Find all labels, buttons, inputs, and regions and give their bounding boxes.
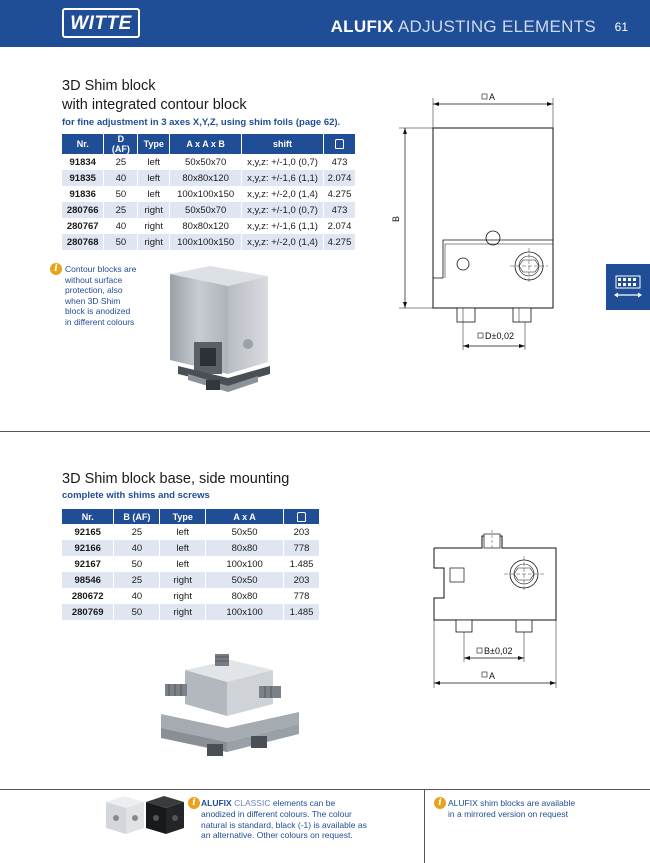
shim-block-table — [62, 134, 356, 250]
cell-weight: 2.074 — [323, 218, 355, 234]
dim-d-label: D±0,02 — [485, 331, 514, 341]
cell-nr: 91835 — [62, 170, 104, 186]
cell-type: right — [160, 604, 206, 620]
cell-shift: x,y,z: +/-2,0 (1,4) — [242, 186, 324, 202]
cell-weight: 203 — [284, 572, 320, 588]
shim-block-photo — [158, 262, 288, 402]
cell-nr: 280672 — [62, 588, 114, 604]
witte-logo — [62, 8, 140, 38]
cell-b: 40 — [114, 540, 160, 556]
alufix-brand: ALUFIX — [201, 798, 232, 808]
anodize-colour-note-body — [201, 809, 421, 841]
cell-weight: 4.275 — [323, 186, 355, 202]
cell-shift: x,y,z: +/-1,0 (0,7) — [242, 154, 324, 170]
cell-weight: 2.074 — [323, 170, 355, 186]
cell-weight: 473 — [323, 202, 355, 218]
note-line: natural is standard, black (-1) is available as — [201, 819, 367, 830]
col-size: A x A — [206, 509, 284, 524]
cell-size: 50x50 — [206, 572, 284, 588]
info-icon: i — [434, 797, 446, 809]
cell-nr: 98546 — [62, 572, 114, 588]
dim-b-label: B — [391, 215, 401, 222]
section-divider — [0, 431, 650, 432]
col-nr: Nr. — [62, 509, 114, 524]
anodize-colour-note — [201, 798, 411, 809]
cell-d: 25 — [104, 202, 138, 218]
dim-a-label: A — [489, 671, 496, 681]
cell-nr: 92166 — [62, 540, 114, 556]
cell-size: 80x80x120 — [170, 170, 242, 186]
cell-size: 100x100x150 — [170, 234, 242, 250]
col-shift: shift — [242, 134, 324, 154]
weight-icon — [297, 512, 306, 522]
cell-shift: x,y,z: +/-1,0 (0,7) — [242, 202, 324, 218]
note-line: Contour blocks are — [65, 264, 137, 274]
contour-block-note — [65, 264, 136, 328]
cell-b: 25 — [114, 572, 160, 588]
cell-nr: 91834 — [62, 154, 104, 170]
footer-divider — [0, 789, 650, 790]
note-line: when 3D Shim — [65, 295, 121, 306]
footer-vertical-divider — [424, 789, 425, 863]
note-line: ALUFIX shim blocks are available — [448, 798, 576, 808]
dim-b-label: B±0,02 — [484, 646, 513, 656]
cell-type: left — [160, 524, 206, 540]
cell-shift: x,y,z: +/-1,6 (1,1) — [242, 218, 324, 234]
table-row — [62, 186, 356, 202]
section2-title: 3D Shim block base, side mounting — [62, 471, 290, 487]
cell-b: 50 — [114, 604, 160, 620]
table-row — [62, 218, 356, 234]
cell-b: 40 — [114, 588, 160, 604]
cell-type: left — [160, 540, 206, 556]
note-line: protection, also — [65, 285, 123, 296]
note-line: block is anodized — [65, 306, 131, 317]
cell-weight: 4.275 — [323, 234, 355, 250]
adjusting-element-icon — [606, 264, 650, 310]
cell-type: right — [138, 218, 170, 234]
cell-b: 25 — [114, 524, 160, 540]
cell-size: 50x50x70 — [170, 202, 242, 218]
note-line: without surface — [65, 274, 123, 285]
section1-subtitle: for fine adjustment in 3 axes X,Y,Z, using shim foils (page 62). — [62, 117, 341, 128]
table-row — [62, 556, 320, 572]
cell-nr: 91836 — [62, 186, 104, 202]
cell-size: 50x50 — [206, 524, 284, 540]
cell-size: 100x100 — [206, 556, 284, 572]
cell-b: 50 — [114, 556, 160, 572]
info-icon: i — [188, 797, 200, 809]
square-symbol — [482, 672, 487, 677]
cell-weight: 778 — [284, 588, 320, 604]
note-line — [201, 798, 411, 809]
catalog-title — [331, 17, 596, 37]
col-type: Type — [138, 134, 170, 154]
col-type: Type — [160, 509, 206, 524]
cell-nr: 280768 — [62, 234, 104, 250]
cell-nr: 92165 — [62, 524, 114, 540]
shim-block-drawing — [385, 88, 575, 358]
table-row — [62, 154, 356, 170]
col-d-af: D (AF) — [104, 134, 138, 154]
cell-weight: 473 — [323, 154, 355, 170]
weight-icon — [335, 139, 344, 149]
cell-d: 50 — [104, 234, 138, 250]
cell-type: left — [138, 170, 170, 186]
shim-block-base-photo — [155, 652, 305, 762]
cell-weight: 778 — [284, 540, 320, 556]
classic-brand: CLASSIC — [234, 798, 271, 808]
table-row — [62, 202, 356, 218]
page-number: 61 — [614, 20, 628, 34]
section1-title-line2: with integrated contour block — [62, 97, 247, 113]
cell-size: 100x100x150 — [170, 186, 242, 202]
note-line: in a mirrored version on request — [448, 808, 569, 819]
cell-type: right — [138, 202, 170, 218]
shim-block-base-drawing — [420, 528, 570, 690]
cell-d: 25 — [104, 154, 138, 170]
col-weight — [284, 509, 320, 524]
note-text: elements can be — [272, 798, 336, 808]
logo-text: WITTE — [70, 13, 132, 34]
cell-type: right — [160, 588, 206, 604]
cell-nr: 280767 — [62, 218, 104, 234]
col-size: A x A x B — [170, 134, 242, 154]
section1-title-line1: 3D Shim block — [62, 78, 156, 94]
note-line: in different colours — [65, 316, 135, 327]
cell-nr: 92167 — [62, 556, 114, 572]
note-line: anodized in different colours. The colour — [201, 809, 352, 819]
cell-type: left — [160, 556, 206, 572]
cell-nr: 280766 — [62, 202, 104, 218]
cell-size: 80x80 — [206, 540, 284, 556]
cell-type: right — [160, 572, 206, 588]
table-header-row — [62, 509, 320, 524]
shim-block-base-table — [62, 509, 320, 620]
table-row — [62, 572, 320, 588]
table-row — [62, 604, 320, 620]
catalog-title-brand: ALUFIX — [330, 17, 394, 36]
cell-type: left — [138, 154, 170, 170]
dim-a-label: A — [489, 92, 496, 102]
cell-nr: 280769 — [62, 604, 114, 620]
cell-type: left — [138, 186, 170, 202]
square-symbol — [477, 648, 482, 653]
mirrored-version-note — [448, 798, 628, 819]
table-row — [62, 588, 320, 604]
table-row — [62, 524, 320, 540]
cell-size: 80x80 — [206, 588, 284, 604]
info-icon: i — [50, 263, 62, 275]
note-line: an alternative. Other colours on request. — [201, 830, 353, 841]
catalog-title-category: ADJUSTING ELEMENTS — [397, 17, 596, 36]
square-symbol — [482, 94, 487, 99]
square-symbol — [478, 333, 483, 338]
col-nr: Nr. — [62, 134, 104, 154]
chapter-tab[interactable] — [606, 264, 650, 310]
table-row — [62, 540, 320, 556]
cell-shift: x,y,z: +/-2,0 (1,4) — [242, 234, 324, 250]
cell-d: 40 — [104, 218, 138, 234]
cell-d: 40 — [104, 170, 138, 186]
page-header — [0, 0, 650, 47]
cell-size: 50x50x70 — [170, 154, 242, 170]
cell-weight: 203 — [284, 524, 320, 540]
cell-d: 50 — [104, 186, 138, 202]
cell-size: 80x80x120 — [170, 218, 242, 234]
cell-type: right — [138, 234, 170, 250]
col-b-af: B (AF) — [114, 509, 160, 524]
col-weight — [323, 134, 355, 154]
cell-weight: 1.485 — [284, 604, 320, 620]
table-row — [62, 170, 356, 186]
colour-samples-photo — [104, 794, 188, 836]
section2-subtitle: complete with shims and screws — [62, 490, 210, 501]
table-row — [62, 234, 356, 250]
cell-weight: 1.485 — [284, 556, 320, 572]
cell-size: 100x100 — [206, 604, 284, 620]
table-header-row — [62, 134, 356, 154]
cell-shift: x,y,z: +/-1,6 (1,1) — [242, 170, 324, 186]
